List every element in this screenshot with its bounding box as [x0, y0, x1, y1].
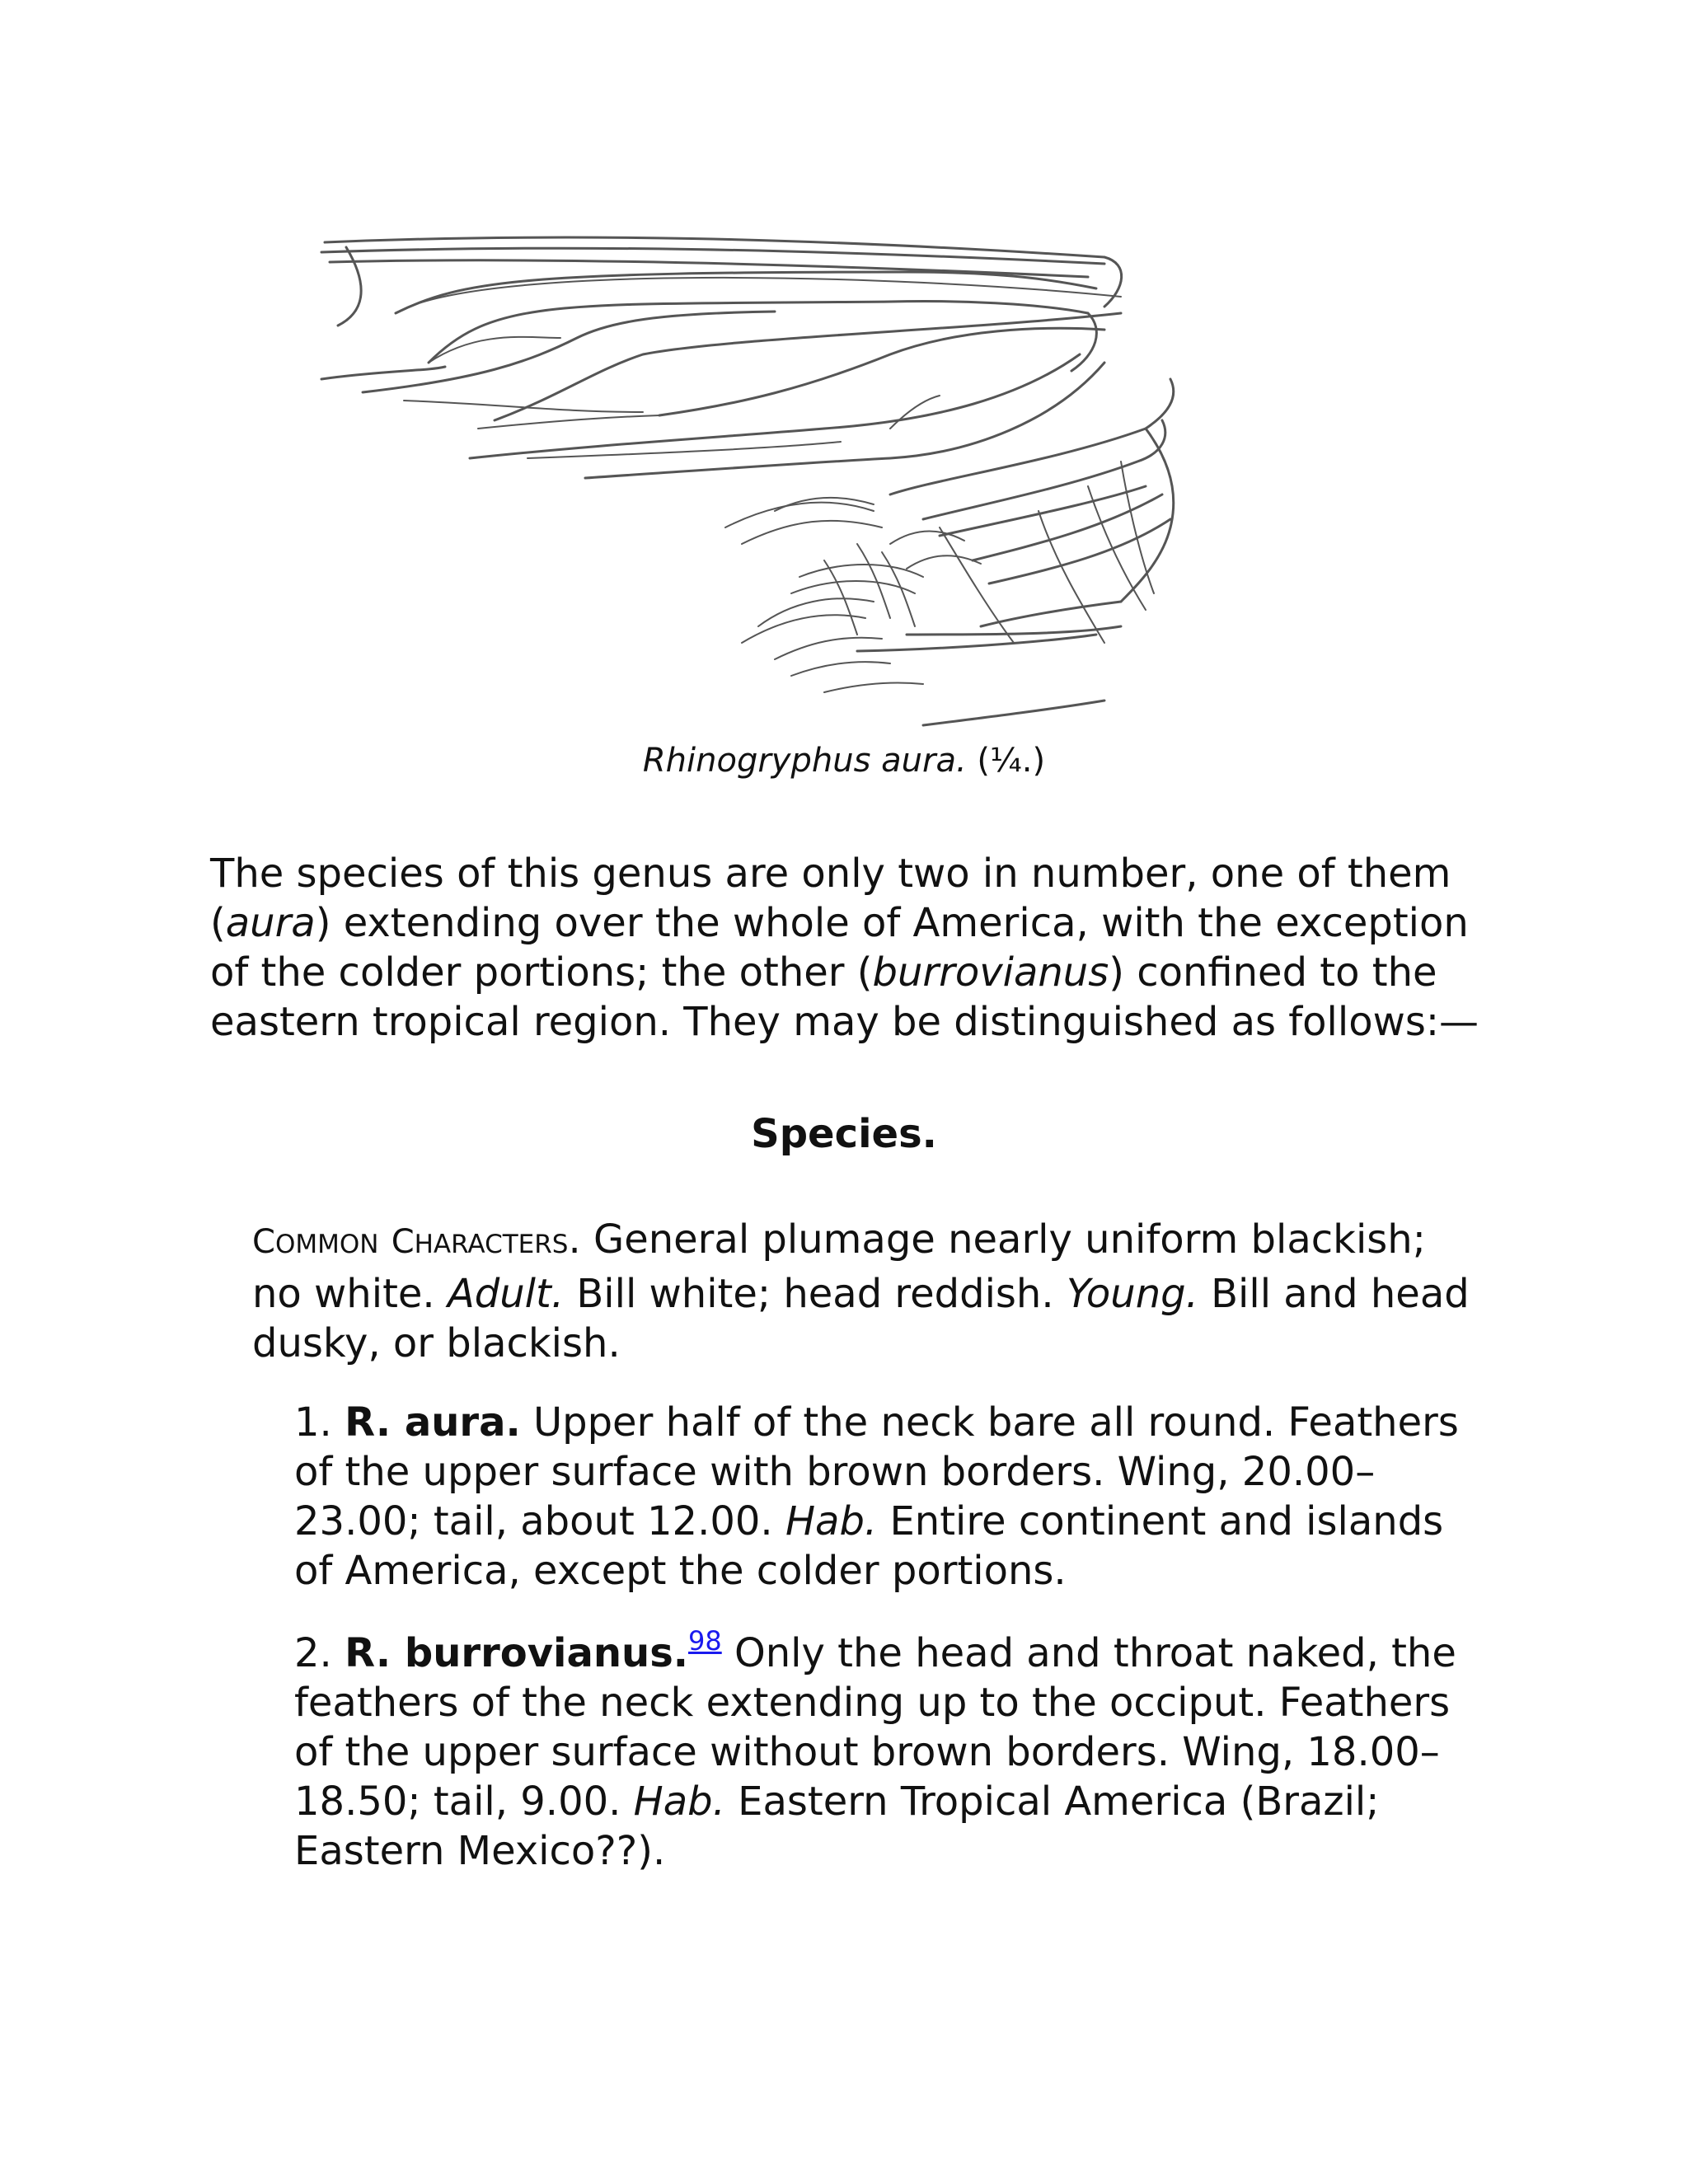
figure-caption: [0, 740, 1688, 781]
entry-number: 2.: [294, 1630, 345, 1676]
entry-hab-label: Hab.: [785, 1498, 878, 1544]
species-entry-burrovianus: [294, 1625, 1481, 1876]
common-text-1: . General plumage nearly uniform blackish; no white.: [252, 1216, 1426, 1317]
wing-illustration: [313, 214, 1385, 742]
common-cap-2: C: [391, 1223, 415, 1261]
caption-scale: (¼.): [977, 742, 1046, 780]
entry-species-name: R. aura.: [345, 1399, 521, 1446]
intro-text-2: ) extending over the whole of America, with the exception of the colder portions; the other (: [210, 900, 1469, 996]
common-text-3: Bill and head dusky, or blackish.: [252, 1271, 1470, 1366]
common-young: Young.: [1066, 1271, 1198, 1317]
wing-drawing: [313, 214, 1385, 742]
common-text-2: Bill white; head reddish.: [564, 1271, 1067, 1317]
intro-aura: aura: [225, 900, 316, 946]
entry-habitat: Entire continent and islands of America, except the colder portions.: [294, 1498, 1444, 1594]
intro-burrovianus: burrovianus: [872, 949, 1109, 996]
common-small-2: HARACTERS: [414, 1230, 569, 1259]
intro-text-1: The species of this genus are only two in number, one of them (: [210, 851, 1451, 946]
caption-species-name: Rhinogryphus aura.: [642, 742, 967, 780]
entry-description: Upper half of the neck bare all round. Feathers of the upper surface with brown borders. Wing, 20.00–23.00; tail, about 12.00.: [294, 1399, 1459, 1544]
common-small-1: OMMON: [274, 1230, 379, 1259]
common-space: [378, 1216, 391, 1263]
species-entry-aura: [294, 1398, 1481, 1596]
entry-description: Only the head and throat naked, the feathers of the neck extending up to the occiput. Feathers of the upper surface without brown borders. Wing, 18.00–18.50; tail, 9.00.: [294, 1630, 1456, 1825]
footnote-link[interactable]: 98: [688, 1625, 722, 1657]
common-cap-1: C: [252, 1223, 275, 1261]
entry-habitat: Eastern Tropical America (Brazil; Eastern Mexico??).: [294, 1779, 1380, 1874]
common-characters: [252, 1215, 1480, 1368]
species-heading: Species.: [751, 1111, 937, 1157]
intro-text-3: ) confined to the eastern tropical region. They may be distinguished as follows:—: [210, 949, 1479, 1045]
entry-species-name: R. burrovianus.: [345, 1630, 688, 1676]
intro-paragraph: [210, 849, 1479, 1047]
entry-number: 1.: [294, 1399, 345, 1446]
common-adult: Adult.: [447, 1271, 565, 1317]
entry-hab-label: Hab.: [633, 1779, 725, 1825]
